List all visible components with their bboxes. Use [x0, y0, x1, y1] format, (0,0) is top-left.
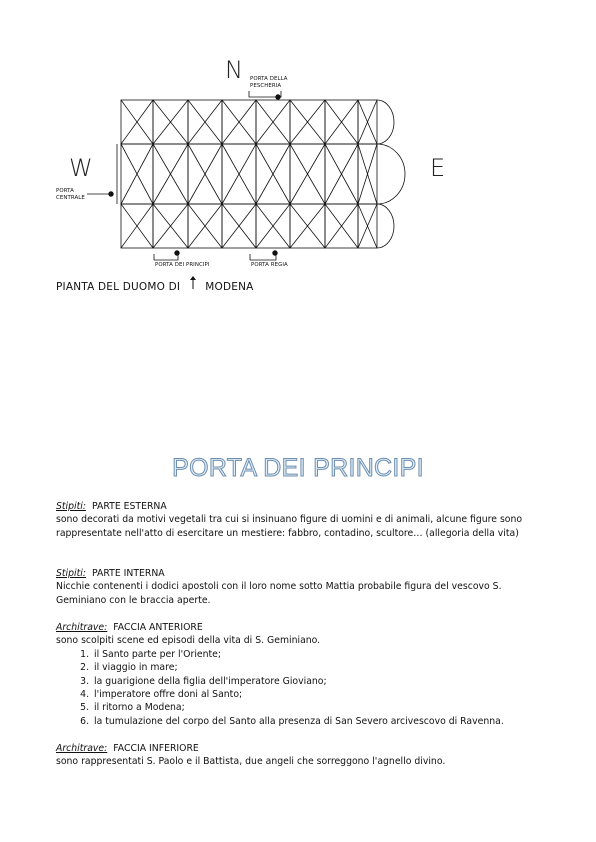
section-stipiti-esterna [56, 500, 546, 540]
central-label-line1: PORTA [56, 188, 74, 194]
section-text: sono decorati da motivi vegetali tra cui si insinuano figure di uomini e di animali, alcune figure sono rappresentate nell'atto di esercitare un mestiere: fabbro, contadino, scultore… (allegoria della vita) [56, 514, 523, 539]
section-key: Stipiti: [56, 501, 86, 512]
section-heading [56, 500, 546, 513]
page-title: PORTA DEI PRINCIPI [172, 454, 424, 482]
east-label: E [430, 154, 446, 182]
pescheria-door-dot [276, 95, 281, 100]
section-heading [56, 742, 546, 755]
pescheria-label [250, 76, 288, 90]
apse-central [377, 144, 405, 204]
plan-grid [117, 100, 377, 248]
section-heading [56, 567, 546, 580]
apse-south [377, 204, 394, 248]
regia-door-dot [273, 251, 278, 256]
section-key: Stipiti: [56, 568, 86, 579]
list-item: 2. il viaggio in mare; [92, 661, 546, 674]
caption-right: MODENA [205, 281, 254, 293]
regia-label: PORTA REGIA [251, 262, 288, 268]
section-architrave-anteriore [56, 621, 546, 728]
section-title: FACCIA INFERIORE [113, 743, 199, 754]
section-architrave-inferiore [56, 742, 546, 769]
central-door-dot [109, 192, 114, 197]
apse-north [377, 100, 394, 144]
section-text: sono rappresentati S. Paolo e il Battista, due angeli che sorreggono l'agnello divino. [56, 756, 446, 768]
cathedral-floor-plan [0, 0, 596, 300]
up-arrow-icon [184, 276, 202, 293]
section-stipiti-interna [56, 567, 546, 607]
section-heading [56, 621, 546, 634]
section-text: sono scolpiti scene ed episodi della vita di S. Geminiano. [56, 635, 321, 647]
pescheria-label-line2: PESCHERIA [250, 83, 282, 89]
section-text: Nicchie contenenti i dodici apostoli con il loro nome sotto Mattia probabile figura del vescovo S. Geminiano con le braccia aperte. [56, 581, 502, 606]
list-item: 5. il ritorno a Modena; [92, 701, 546, 714]
episode-list [56, 648, 546, 728]
central-door-label [56, 188, 85, 202]
north-label: N [225, 56, 243, 84]
list-item: 3. la guarigione della figlia dell'imperatore Gioviano; [92, 675, 546, 688]
section-title: PARTE ESTERNA [91, 501, 167, 512]
principi-door-dot [175, 251, 180, 256]
west-label: W [69, 154, 93, 182]
list-item: 6. la tumulazione del corpo del Santo alla presenza di San Severo arcivescovo di Ravenna. [92, 715, 546, 728]
principi-label: PORTA DEI PRINCIPI [155, 262, 210, 268]
section-key: Architrave: [56, 743, 108, 754]
central-label-line2: CENTRALE [56, 195, 85, 201]
list-item: 4. l'imperatore offre doni al Santo; [92, 688, 546, 701]
section-title: FACCIA ANTERIORE [113, 622, 203, 633]
pescheria-label-line1: PORTA DELLA [250, 76, 288, 82]
plan-caption [56, 276, 254, 293]
section-title: PARTE INTERNA [91, 568, 165, 579]
section-key: Architrave: [56, 622, 108, 633]
apses [377, 100, 405, 248]
list-item: 1. il Santo parte per l'Oriente; [92, 648, 546, 661]
door-markers [87, 91, 281, 260]
caption-left: PIANTA DEL DUOMO DI [56, 281, 181, 293]
